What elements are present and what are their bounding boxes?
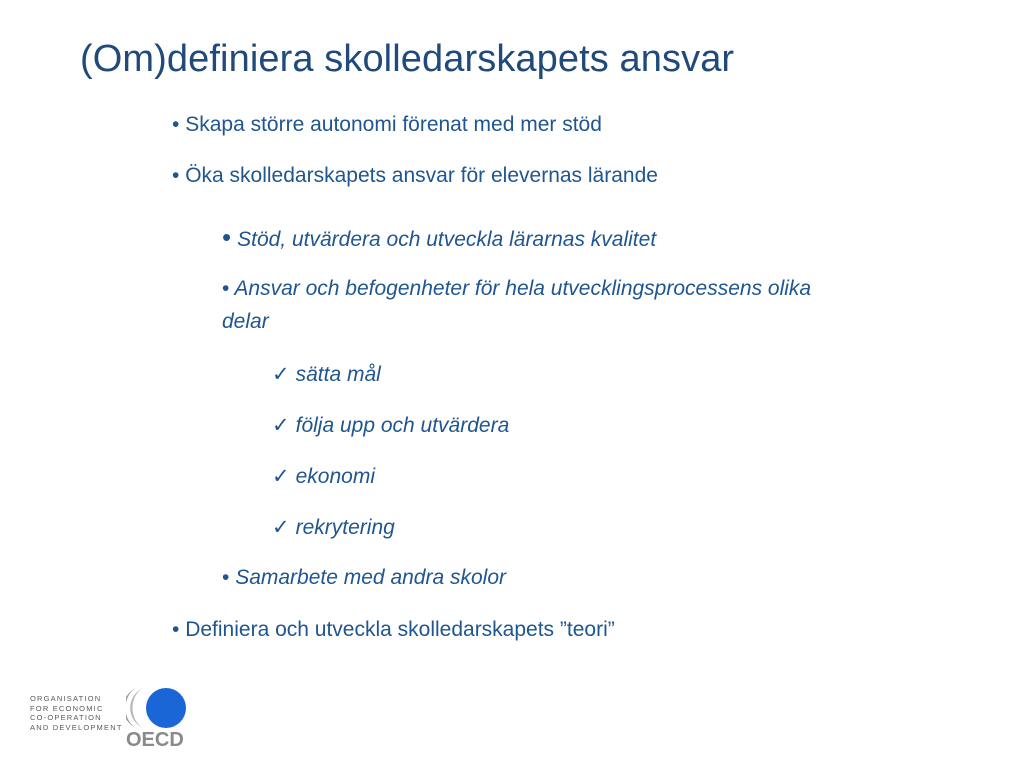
check-item [272, 464, 375, 489]
sub-bullet-item [222, 222, 656, 253]
oecd-logo-line: AND DEVELOPMENT [30, 722, 123, 732]
bullet-text: Definiera och utveckla skolledarskapets ”teori” [185, 618, 615, 641]
oecd-wordmark: OECD [126, 729, 184, 748]
oecd-logo-line: FOR ECONOMIC [30, 703, 104, 713]
bullet-marker: • [172, 113, 180, 136]
bullet-marker: • [222, 566, 230, 589]
bullet-text: Ansvar och befogenheter för hela utvecklingsprocessens olika [234, 277, 812, 300]
bullet-text: Stöd, utvärdera och utveckla lärarnas kvalitet [237, 228, 657, 251]
sub-bullet-continuation [222, 310, 269, 334]
bullet-text: Öka skolledarskapets ansvar för elevernas lärande [185, 164, 658, 187]
oecd-logo-line: ORGANISATION [30, 694, 102, 703]
checkmark-icon: ✓ [272, 465, 290, 488]
bullet-text: Samarbete med andra skolor [235, 566, 507, 589]
bullet-text: Skapa större autonomi förenat med mer stöd [185, 113, 602, 136]
check-item [272, 515, 395, 540]
oecd-logo-text [30, 694, 123, 732]
checkmark-icon: ✓ [272, 516, 290, 539]
check-text: följa upp och utvärdera [295, 414, 510, 437]
oecd-logo-line: CO-OPERATION [30, 713, 102, 722]
bullet-marker: • [222, 277, 230, 300]
oecd-emblem-icon [126, 684, 190, 748]
checkmark-icon: ✓ [272, 363, 290, 386]
bullet-text-continuation: delar [222, 310, 269, 333]
check-text: rekrytering [295, 516, 395, 539]
check-text: sätta mål [295, 363, 381, 386]
bullet-item [172, 164, 658, 188]
oecd-logo [30, 684, 200, 748]
bullet-marker: • [172, 618, 180, 641]
checkmark-icon: ✓ [272, 414, 290, 437]
check-item [272, 413, 509, 438]
sub-bullet-item [222, 566, 506, 590]
bullet-item [172, 618, 615, 642]
check-text: ekonomi [295, 465, 375, 488]
bullet-marker: • [222, 222, 232, 252]
bullet-item [172, 113, 602, 137]
sub-bullet-item [222, 277, 811, 301]
check-item [272, 362, 381, 387]
slide-title: (Om)definiera skolledarskapets ansvar [80, 38, 735, 80]
bullet-marker: • [172, 164, 180, 187]
